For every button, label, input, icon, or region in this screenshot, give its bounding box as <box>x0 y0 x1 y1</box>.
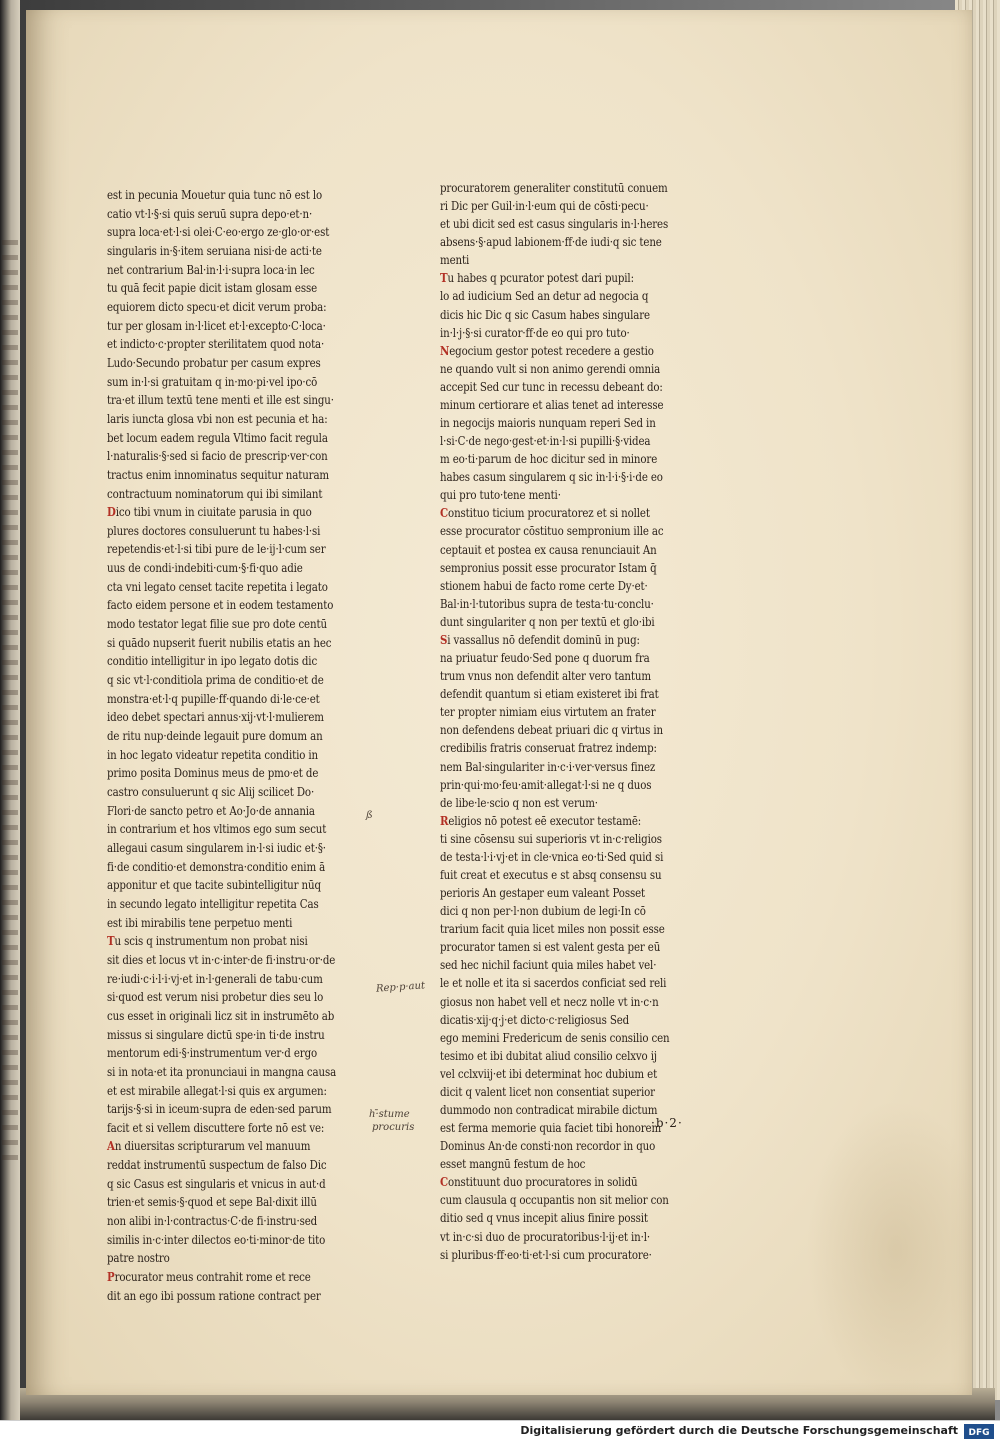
text-line: laris iuncta glosa vbi non est pecunia et ha: <box>107 411 328 426</box>
text-line: primo posita Dominus meus de pmo·et de <box>107 766 319 781</box>
text-line: cta vni legato censet tacite repetita i legato <box>107 579 328 594</box>
margin-note: Rep·p·aut <box>375 980 426 995</box>
text-line: catio vt·l·§·si quis seruū supra depo·et·n· <box>107 206 313 221</box>
rubric-initial: P <box>107 1270 115 1285</box>
text-line: si·quod est verum nisi probetur dies seu lo <box>107 990 324 1005</box>
text-line: Dominus An·de consti·non recordor in quo <box>440 1139 656 1154</box>
text-line: nem Bal·singulariter in·c·i·ver·versus finez <box>440 759 656 774</box>
rubric-initial: N <box>440 343 450 358</box>
text-line: tarijs·§·si in iceum·supra de eden·sed parum <box>107 1102 332 1117</box>
text-line: Religios nō potest eē executor testamē: <box>440 813 642 828</box>
margin-note: ß <box>366 810 373 821</box>
footer-bar <box>0 1420 1000 1443</box>
text-line: dicis hic Dic q sic Casum habes singulare <box>440 307 650 322</box>
text-line: ceptauit et postea ex causa renunciauit An <box>440 542 657 557</box>
text-line: vt in·c·si duo de procuratoribus·l·ij·et in·l· <box>440 1229 651 1244</box>
text-line: Flori·de sancto petro et Ao·Jo·de annania <box>107 803 315 818</box>
text-line: modo testator legat filie sue pro dote centū <box>107 617 327 632</box>
text-line: perioris An gestaper eum valeant Posset <box>440 886 646 901</box>
text-line: Tu scis q instrumentum non probat nisi <box>107 934 308 949</box>
text-line: lo ad iudicium Sed an detur ad negocia q <box>440 289 649 304</box>
text-line: in·l·j·§·si curator·ff·de eo qui pro tuto· <box>440 325 630 340</box>
text-line: ego memini Fredericum de senis consilio cen <box>440 1030 670 1045</box>
text-line: trien·et semis·§·quod et sepe Bal·dixit illū <box>107 1195 317 1210</box>
text-line: Bal·in·l·tutoribus supra de testa·tu·conclu· <box>440 596 654 611</box>
text-line: dicatis·xij·q·j·et dicto·c·religiosus Sed <box>440 1012 630 1027</box>
text-line: plures doctores consuluerunt tu habes·l·si <box>107 523 321 538</box>
text-line: Constituo ticium procuratorez et si nollet <box>440 506 650 521</box>
text-line: dit an ego ibi possum ratione contract per <box>107 1288 321 1303</box>
text-line: missus si singulare dictū spe·in ti·de instru <box>107 1027 325 1042</box>
text-line: de libe·le·scio q non est verum· <box>440 795 598 810</box>
text-line: na priuatur feudo·Sed pone q duorum fra <box>440 651 650 666</box>
text-line: qui pro tuto·tene menti· <box>440 488 561 503</box>
text-line: contractuum nominatorum qui ibi similant <box>107 486 323 501</box>
text-line: uus de condi·indebiti·cum·§·fi·quo adie <box>107 561 303 576</box>
text-line: tractus enim innominatus sequitur naturam <box>107 467 330 482</box>
text-line: non alibi in·l·contractus·C·de fi·instru·sed <box>107 1214 318 1229</box>
text-line: monstra·et·l·q pupille·ff·quando di·le·ce·et <box>107 691 320 706</box>
text-line: stionem habui de facto rome certe Dy·et· <box>440 578 648 593</box>
text-line: ne quando vult si non animo gerendi omnia <box>440 361 661 376</box>
text-line: castro consuluerunt q sic Alij scilicet Do· <box>107 785 315 799</box>
text-line: similis in·c·inter dilectos eo·ti·minor·de tito <box>107 1232 326 1247</box>
text-line: habes casum singularem q sic in·l·i·§·i·de eo <box>440 470 663 485</box>
left-page-text-fragments <box>2 240 18 1170</box>
text-line: cum clausula q occupantis non sit melior con <box>440 1193 669 1208</box>
text-line: singularis in·§·item seruiana nisi·de acti·te <box>107 243 322 258</box>
text-line: An diuersitas scripturarum vel manuum <box>107 1139 311 1154</box>
text-line: est ibi mirabilis tene perpetuo menti <box>107 915 293 930</box>
text-line: conditio intelligitur in ipo legato dotis dic <box>107 654 318 669</box>
text-line: si in nota·et ita pronunciaui in mangna causa <box>107 1064 337 1079</box>
text-line: tu quā fecit papie dicit istam glosam esse <box>107 281 318 296</box>
text-line: patre nostro <box>107 1251 170 1266</box>
text-line: dunt singulariter q non per textū et glo·ibi <box>440 614 655 629</box>
rubric-initial: T <box>107 934 115 949</box>
text-line: allegaui casum singularem in·l·si iudic et·§· <box>107 840 326 855</box>
text-line: si quādo nupserit fuerit nubilis etatis an hec <box>107 635 332 650</box>
text-line: l·si·C·de nego·gest·et·in·l·si pupilli·§·videa <box>440 434 651 449</box>
text-line: et ubi dicit sed est casus singularis in·l·heres <box>440 217 669 232</box>
rubric-initial: A <box>107 1139 115 1154</box>
text-line: procurator tamen si est valent gesta per eū <box>440 940 661 955</box>
text-line: trarium facit quia licet miles non possit esse <box>440 922 665 937</box>
text-line: tesimo et ibi dubitat aliud consilio celxvo ij <box>440 1048 657 1063</box>
text-line: et est mirabile allegat·l·si quis ex argumen: <box>107 1083 327 1098</box>
text-line: Dico tibi vnum in ciuitate parusia in quo <box>107 505 312 520</box>
text-line: apponitur et que tacite subintelligitur nūq <box>107 878 321 893</box>
text-line: fi·de conditio·et demonstra·conditio enim ā <box>107 859 326 874</box>
text-line: accepit Sed cur tunc in recessu debeant do: <box>440 379 663 394</box>
text-line: sum in·l·si gratuitam q in·mo·pi·vel ipo·cō <box>107 374 318 389</box>
text-line: net contrarium Bal·in·l·i·supra loca·in lec <box>107 262 315 277</box>
text-line: re·iudi·c·i·l·i·vj·et in·l·generali de tabu·cum <box>107 971 323 986</box>
text-line: q sic Casus est singularis et vnicus in aut·d <box>107 1176 326 1191</box>
text-line: trum vnus non defendit alter vero tantum <box>440 669 651 684</box>
rubric-initial: C <box>440 506 449 521</box>
text-line: facto eidem persone et in eodem testamento <box>107 598 334 613</box>
text-line: reddat instrumentū suspectum de falso Dic <box>107 1158 327 1173</box>
text-line: si pluribus·ff·eo·ti·et·l·si cum procuratore· <box>440 1247 652 1262</box>
text-line: Constituunt duo procuratores in solidū <box>440 1175 638 1190</box>
text-line: Si vassallus nō defendit dominū in pug: <box>440 632 640 647</box>
text-line: non defendens debeat priuari dic q virtus in <box>440 723 664 738</box>
text-line: prin·qui·mo·feu·amit·allegat·l·si ne q duos <box>440 777 652 792</box>
text-line: ti sine cōsensu sui superioris vt in·c·religios <box>440 831 662 846</box>
left-text-column <box>107 186 380 1305</box>
text-line: procuratorem generaliter constitutū conuem <box>440 181 668 195</box>
text-line: de testa·l·i·vj·et in cle·vnica eo·ti·Sed quid si <box>440 849 664 864</box>
text-line: est ferma memorie quia faciet tibi honorem <box>440 1121 662 1136</box>
text-line: Negocium gestor potest recedere a gestio <box>440 343 654 358</box>
text-line: esset mangnū festum de hoc <box>440 1157 586 1172</box>
text-line: in hoc legato videatur repetita conditio in <box>107 747 319 762</box>
text-line: equiorem dicto specu·et dicit verum proba: <box>107 299 327 314</box>
text-line: l·naturalis·§·sed si facio de prescrip·ver·con <box>107 449 328 464</box>
dfg-logo-icon[interactable] <box>964 1424 994 1439</box>
text-line: cus esset in originali licz sit in instrumēto ab <box>107 1008 335 1023</box>
text-line: bet locum eadem regula Vltimo facit regula <box>107 430 328 445</box>
text-line: Tu habes q pcurator potest dari pupil: <box>440 271 634 286</box>
text-line: facit et si vellem discuttere forte nō est ve: <box>107 1120 325 1135</box>
text-line: q sic vt·l·conditiola prima de conditio·et de <box>107 673 324 688</box>
text-line: sempronius possit esse procurator Istam q̄ <box>440 560 657 575</box>
text-line: vel cclxviij·et ibi determinat hoc dubium et <box>440 1066 658 1081</box>
text-line: tur per glosam in·l·licet et·l·excepto·C·loca· <box>107 318 326 333</box>
text-line: giosus non habet vell et necz nolle vt in·c·n <box>440 994 659 1009</box>
text-line: fuit creat et executus e st absq consensu su <box>440 867 662 882</box>
text-line: le et nolle et ita si sacerdos conficiat sed reli <box>440 976 667 991</box>
dfg-logo-text: DFG <box>968 1428 990 1438</box>
text-line: ditio sed q vnus incepit alius finire possit <box>440 1211 648 1226</box>
text-line: ter propter nimiam eius virtutem an frater <box>440 705 656 720</box>
text-line: dummodo non contradicat mirabile dictum <box>440 1102 658 1117</box>
text-line: mentorum edi·§·instrumentum ver·d ergo <box>107 1046 318 1061</box>
text-line: dicit q valent licet non consentiat superior <box>440 1084 655 1099</box>
text-line: dici q non per·l·non dubium de legi·In cō <box>440 904 646 919</box>
rubric-initial: S <box>440 632 448 647</box>
text-line: repetendis·et·l·si tibi pure de le·ij·l·cum ser <box>107 542 326 557</box>
text-line: m eo·ti·parum de hoc dicitur sed in minore <box>440 452 658 467</box>
text-line: tra·et illum textū tene menti et ille est singu· <box>107 393 334 408</box>
rubric-initial: C <box>440 1175 449 1190</box>
text-line: sit dies et locus vt in·c·inter·de fi·instru·or·de <box>107 952 336 967</box>
text-line: minum certiorare et alias tenet ad interesse <box>440 397 664 412</box>
text-line: in secundo legato intelligitur repetita Cas <box>107 896 319 911</box>
footer-credit-text: Digitalisierung gefördert durch die Deutsche Forschungsgemeinschaft <box>520 1424 958 1437</box>
text-line: et indicto·c·propter sterilitatem quod nota· <box>107 337 325 352</box>
text-line: credibilis fratris conseruat fratrez indemp: <box>440 741 657 756</box>
text-line: Ludo·Secundo probatur per casum expres <box>107 355 321 370</box>
rubric-initial: T <box>440 271 448 286</box>
text-line: defendit quantum si etiam existeret ibi frat <box>440 687 659 702</box>
text-line: in contrarium et hos vltimos ego sum secut <box>107 822 327 837</box>
text-line: de ritu nup·deinde legauit pure domum an <box>107 729 323 744</box>
rubric-initial: R <box>440 813 449 828</box>
text-line: supra loca·et·l·si olei·C·eo·ergo ze·glo·or·est <box>107 225 330 240</box>
text-line: esse procurator cōstituo sempronium ille ac <box>440 524 664 539</box>
text-line: sed hec nichil faciunt quia miles habet vel· <box>440 958 657 973</box>
signature-mark: ·b·2· <box>651 1116 683 1130</box>
text-line: ideo debet spectari annus·xij·vt·l·mulierem <box>107 710 324 725</box>
text-line: est in pecunia Mouetur quia tunc nō est lo <box>107 188 323 202</box>
text-line: ri Dic per Guil·in·l·eum qui de cōsti·pecu· <box>440 199 649 214</box>
text-line: absens·§·apud labionem·ff·de iudi·q sic tene <box>440 235 662 250</box>
rubric-initial: D <box>107 505 116 520</box>
paper-stain <box>806 1100 986 1400</box>
text-line: Procurator meus contrahit rome et rece <box>107 1270 311 1285</box>
text-line: menti <box>440 253 470 268</box>
text-line: in negocijs maioris nunquam reperi Sed in <box>440 416 656 431</box>
margin-note: h·̄stume <box>369 1109 410 1120</box>
right-text-column <box>440 179 713 1264</box>
margin-note: procuris <box>372 1122 415 1133</box>
